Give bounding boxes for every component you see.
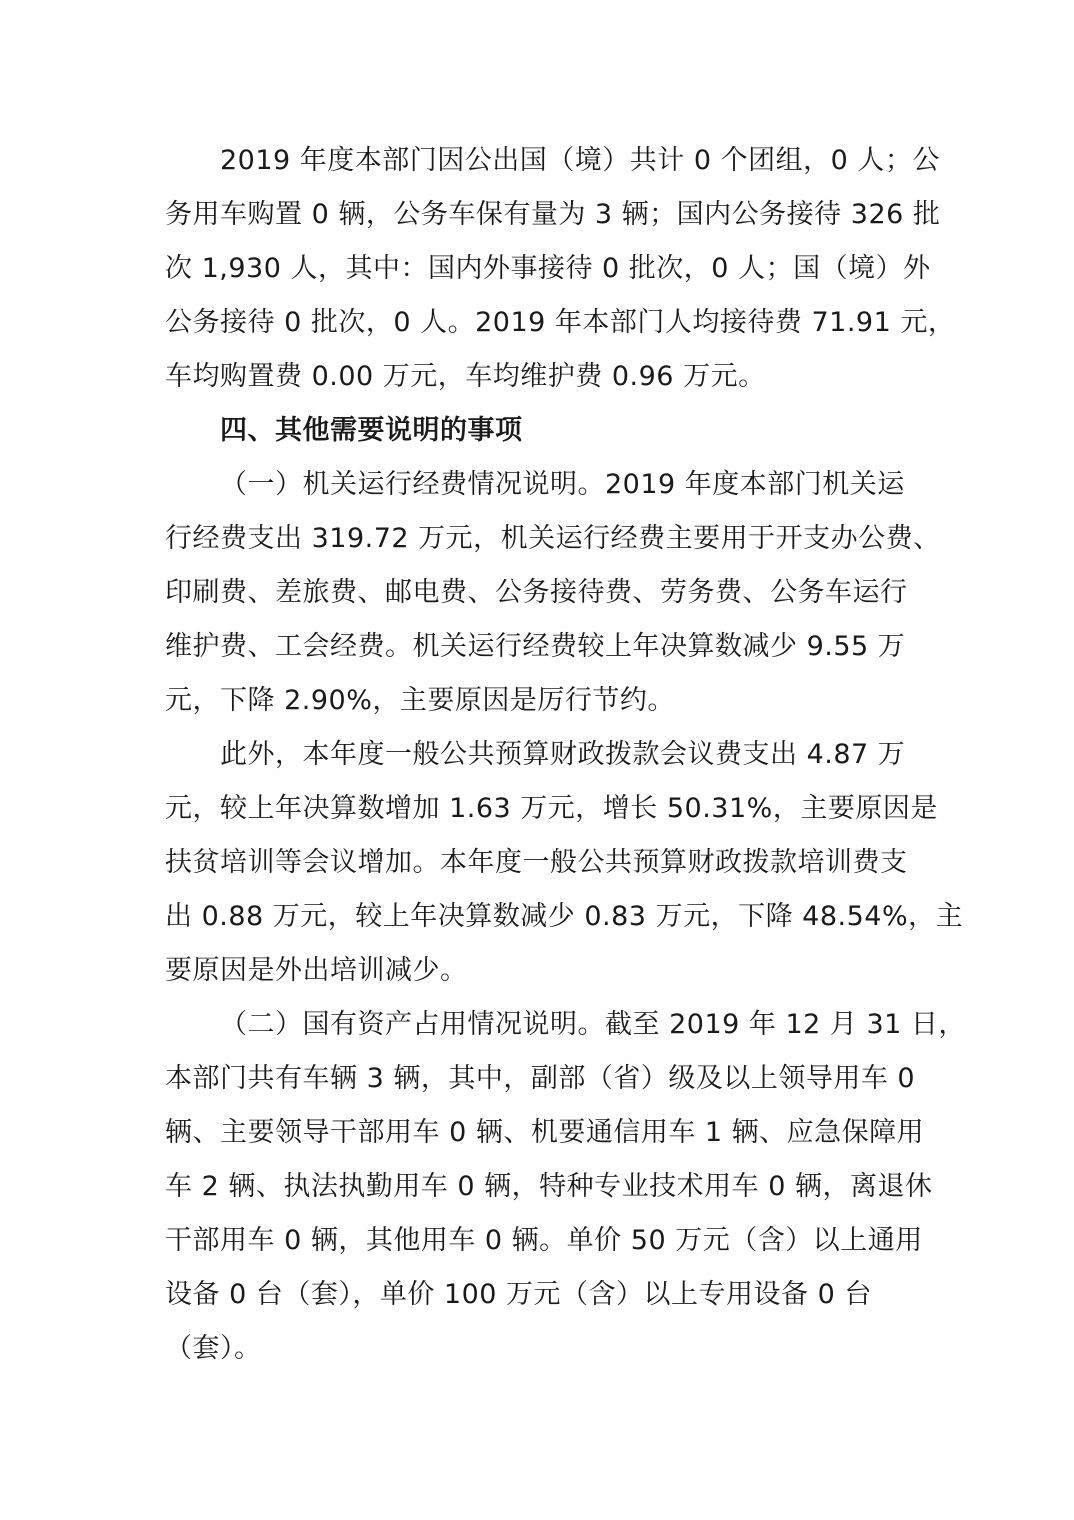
paragraph-line: （套）。 bbox=[165, 1333, 262, 1364]
paragraph-line: 公务接待 0 批次，0 人。2019 年本部门人均接待费 71.91 元， bbox=[165, 307, 956, 338]
paragraph-line: （一）机关运行经费情况说明。2019 年度本部门机关运 bbox=[220, 469, 905, 500]
paragraph-line: 本部门共有车辆 3 辆，其中，副部（省）级及以上领导用车 0 bbox=[165, 1063, 916, 1094]
paragraph-line: 设备 0 台（套），单价 100 万元（含）以上专用设备 0 台 bbox=[165, 1279, 872, 1310]
paragraph-line: 扶贫培训等会议增加。本年度一般公共预算财政拨款培训费支 bbox=[165, 847, 908, 878]
paragraph-line: 要原因是外出培训减少。 bbox=[165, 955, 468, 986]
paragraph-line: 维护费、工会经费。机关运行经费较上年决算数减少 9.55 万 bbox=[165, 631, 906, 662]
paragraph-line: 行经费支出 319.72 万元，机关运行经费主要用于开支办公费、 bbox=[165, 523, 941, 554]
paragraph-line: 2019 年度本部门因公出国（境）共计 0 个团组，0 人；公 bbox=[220, 145, 940, 176]
paragraph-line: 次 1,930 人，其中：国内外事接待 0 批次，0 人；国（境）外 bbox=[165, 253, 931, 284]
paragraph-line: 元，较上年决算数增加 1.63 万元，增长 50.31%，主要原因是 bbox=[165, 793, 938, 824]
paragraph-line: 元，下降 2.90%，主要原因是厉行节约。 bbox=[165, 685, 675, 716]
paragraph-line: （二）国有资产占用情况说明。截至 2019 年 12 月 31 日， bbox=[220, 1009, 966, 1040]
paragraph-line: 干部用车 0 辆，其他用车 0 辆。单价 50 万元（含）以上通用 bbox=[165, 1225, 923, 1256]
paragraph-line: 车均购置费 0.00 万元，车均维护费 0.96 万元。 bbox=[165, 361, 766, 392]
paragraph-line: 辆、主要领导干部用车 0 辆、机要通信用车 1 辆、应急保障用 bbox=[165, 1117, 925, 1148]
paragraph-line: 印刷费、差旅费、邮电费、公务接待费、劳务费、公务车运行 bbox=[165, 577, 908, 608]
paragraph-line: 此外，本年度一般公共预算财政拨款会议费支出 4.87 万 bbox=[220, 739, 906, 770]
paragraph-line: 出 0.88 万元，较上年决算数减少 0.83 万元，下降 48.54%，主 bbox=[165, 901, 964, 932]
paragraph-line: 车 2 辆、执法执勤用车 0 辆，特种专业技术用车 0 辆，离退休 bbox=[165, 1171, 933, 1202]
section-heading: 四、其他需要说明的事项 bbox=[220, 415, 523, 446]
paragraph-line: 务用车购置 0 辆，公务车保有量为 3 辆；国内公务接待 326 批 bbox=[165, 199, 941, 230]
